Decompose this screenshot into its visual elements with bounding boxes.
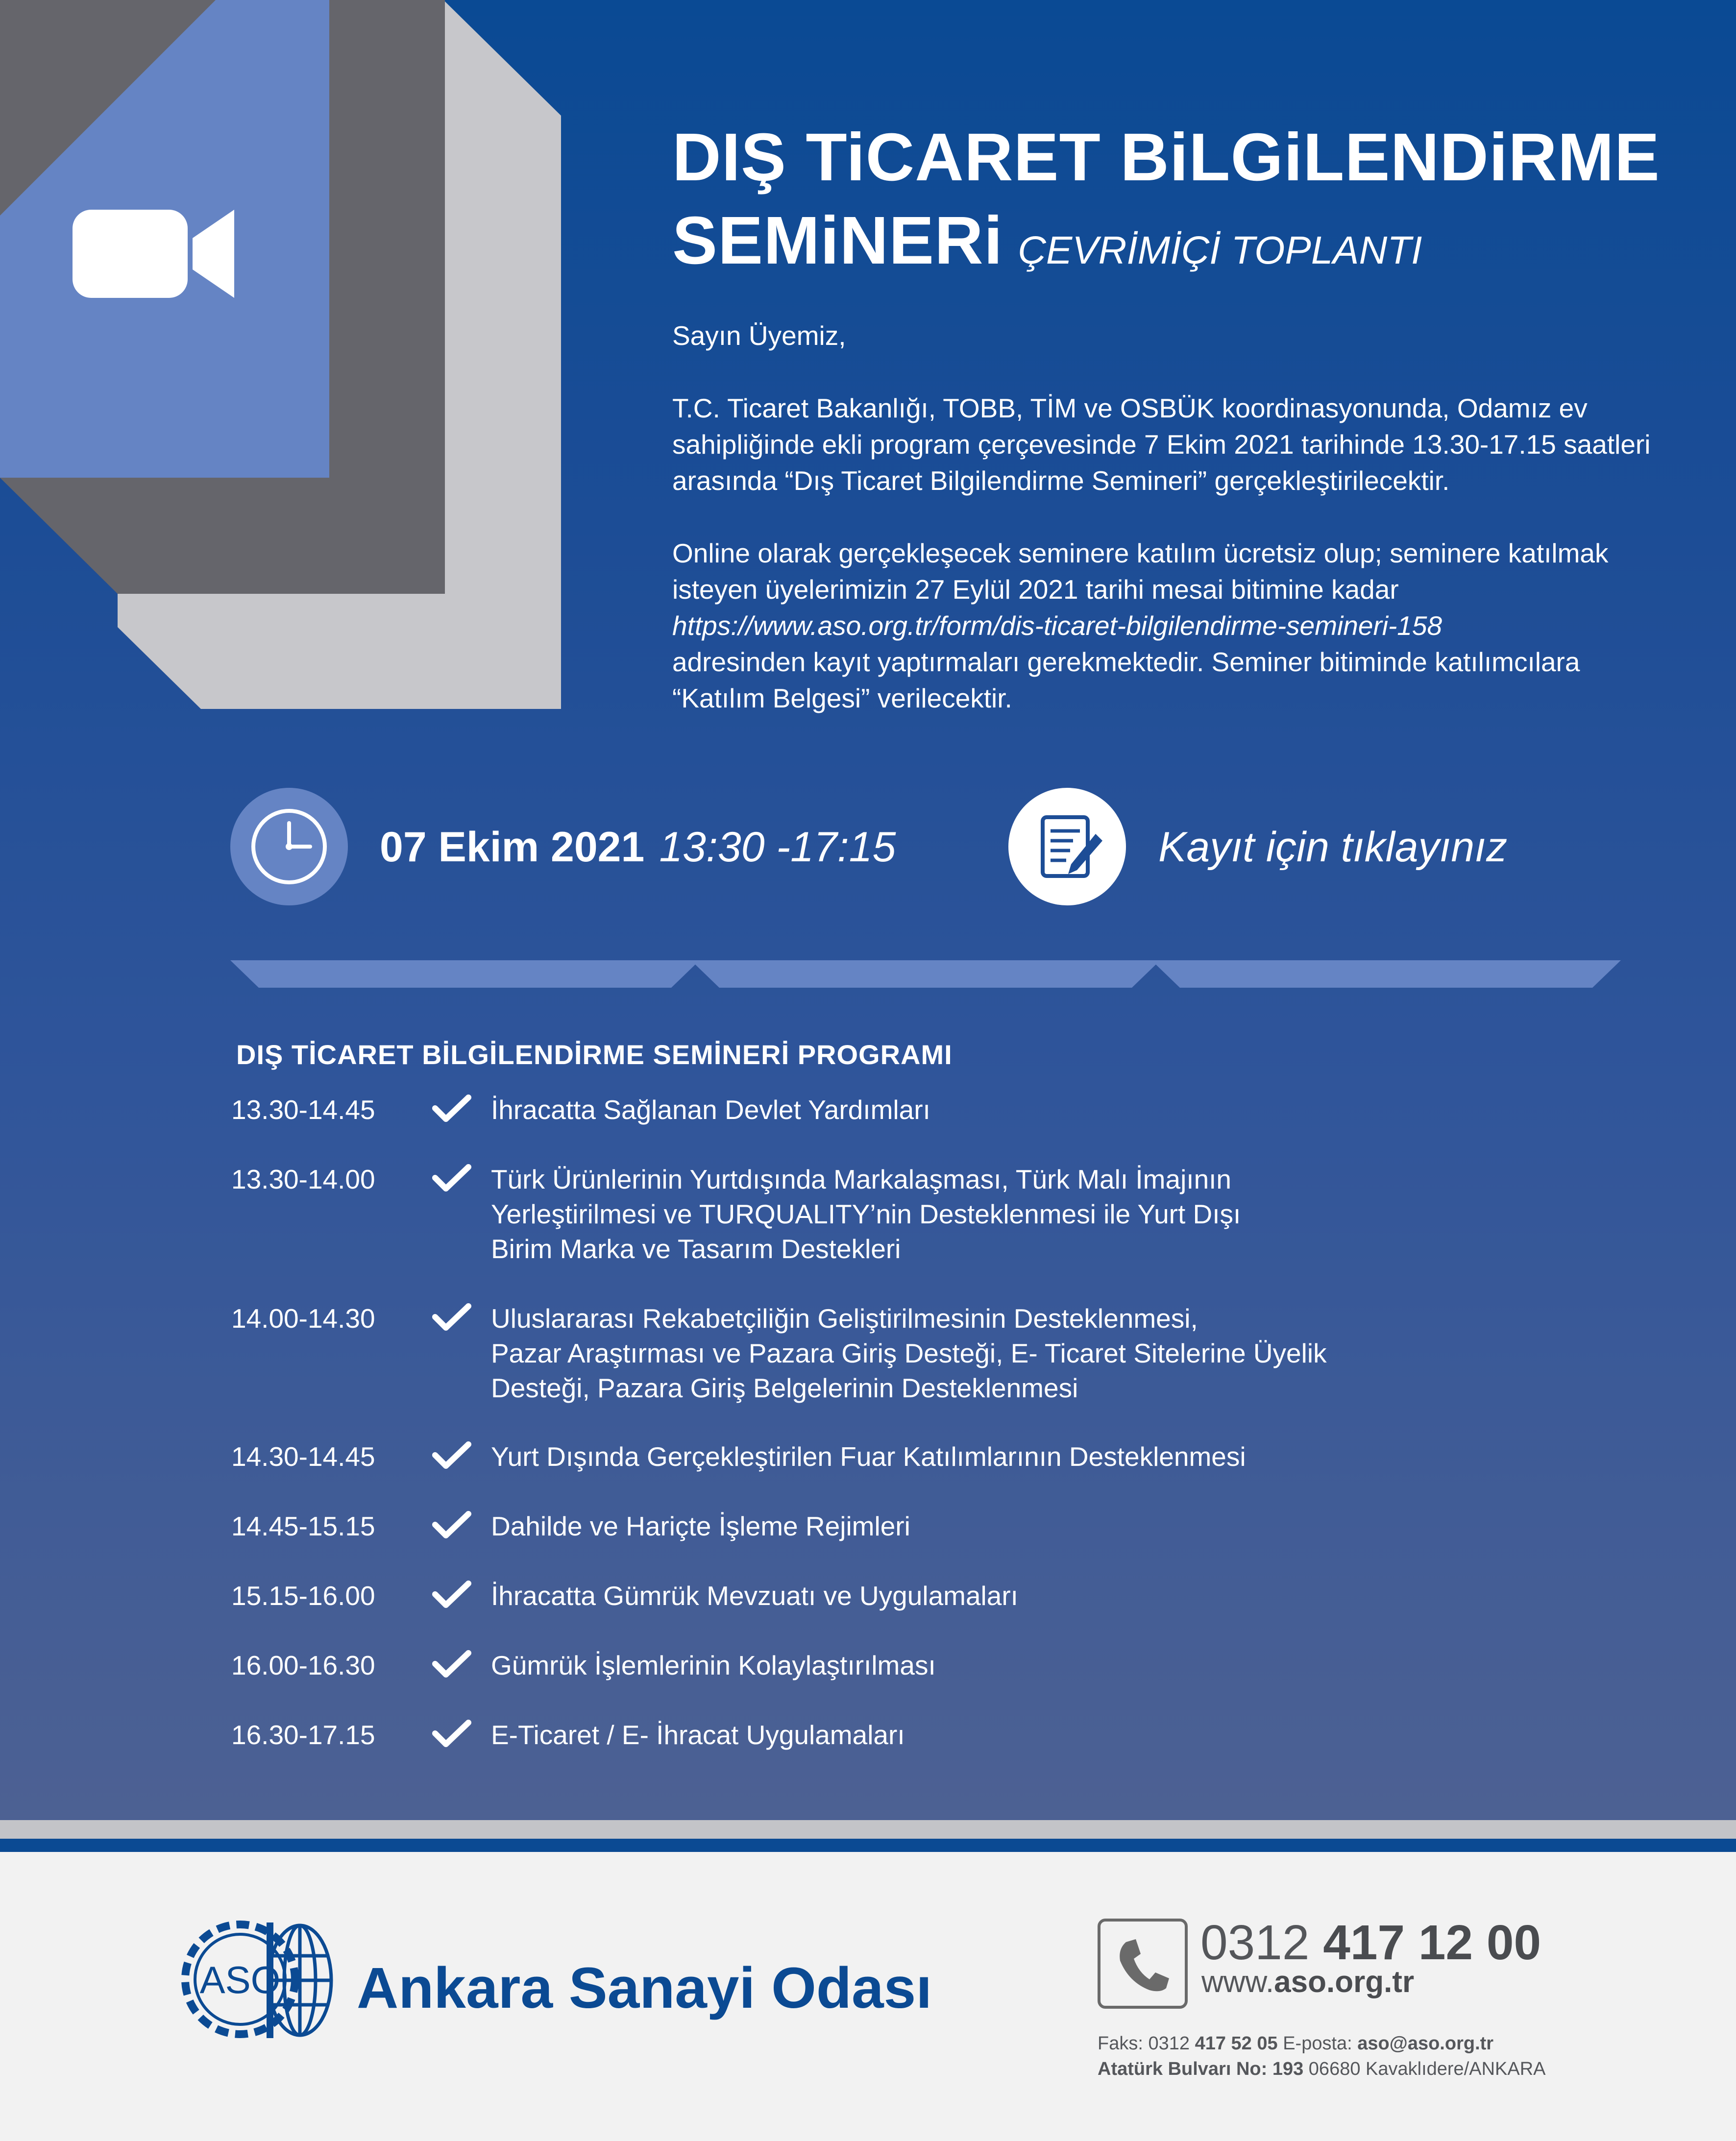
program-topic-line: İhracatta Gümrük Mevzuatı ve Uygulamaları [491,1581,1018,1611]
title-line-1: DIŞ TiCARET BiLGiLENDiRME [672,120,1660,195]
register-badge[interactable] [1008,788,1126,905]
checkmark-icon [432,1094,471,1124]
phone-prefix: 0312 [1200,1915,1310,1970]
clock-badge [230,788,348,905]
program-topic-line: İhracatta Sağlanan Devlet Yardımları [491,1095,930,1125]
phone-icon [1100,1922,1185,2006]
program-time: 15.15-16.00 [231,1581,375,1611]
subtitle: ÇEVRİMİÇİ TOPLANTI [1018,228,1422,272]
program-time: 14.45-15.15 [231,1511,375,1541]
program-time: 16.30-17.15 [231,1720,375,1750]
checkmark-icon [432,1719,471,1749]
web-prefix: www. [1201,1965,1274,1999]
checkmark-icon [432,1302,471,1333]
address-district: 06680 Kavaklıdere/ANKARA [1308,2059,1546,2079]
email-label: E-posta: [1283,2033,1352,2054]
checkmark-icon [432,1163,471,1193]
title-line-2: SEMiNERi [672,203,1003,278]
program-topic [491,1509,1642,1544]
program-title: DIŞ TİCARET BİLGİLENDİRME SEMİNERİ PROGRAMI [236,1039,953,1070]
aso-logo [171,1911,343,2053]
program-topic-line: Yurt Dışında Gerçekleştirilen Fuar Katılımlarının Desteklenmesi [491,1441,1246,1472]
program-topic [491,1439,1642,1474]
program-topic-line: Uluslararası Rekabetçiliğin Geliştirilmesinin Desteklenmesi, [491,1303,1198,1334]
event-time: 13:30 -17:15 [659,824,896,871]
section-divider [230,960,1622,988]
footer-divider-gray [0,1820,1736,1839]
phone-main: 417 12 00 [1323,1915,1541,1970]
fax-email-line [1098,2033,1493,2054]
footer-divider-blue [0,1839,1736,1852]
program-topic-line: E-Ticaret / E- İhracat Uygulamaları [491,1720,905,1750]
event-datetime [380,823,896,872]
greeting: Sayın Üyemiz, [672,320,846,351]
decorative-layers [0,0,568,715]
program-topic [491,1718,1642,1752]
paragraph-1: T.C. Ticaret Bakanlığı, TOBB, TİM ve OSBÜK koordinasyonunda, Odamız ev sahipliğinde ekli program çerçevesinde 7 Ekim 2021 tarihinde 13.30-17.15 saatleri arasında “Dış Ticaret Bilgilendirme Semineri” gerçekleştirilecektir. [672,393,1651,496]
phone-icon-box [1098,1919,1188,2009]
phone-number [1200,1915,1541,1971]
program-time: 16.00-16.30 [231,1650,375,1680]
program-topic-line: Pazar Araştırması ve Pazara Giriş Desteği, E- Ticaret Sitelerine Üyelik [491,1338,1327,1368]
paragraph-2-outro: adresinden kayıt yaptırmaları gerekmektedir. Seminer bitiminde katılımcılara “Katılım Belgesi” verilecektir. [672,647,1580,713]
checkmark-icon [432,1649,471,1679]
page-title [672,116,1660,292]
program-topic [491,1093,1642,1127]
clock-icon [230,788,348,905]
program-time: 13.30-14.00 [231,1164,375,1194]
registration-link[interactable]: https://www.aso.org.tr/form/dis-ticaret-bilgilendirme-semineri-158 [672,610,1443,641]
program-time: 13.30-14.45 [231,1095,375,1125]
email-address[interactable]: aso@aso.org.tr [1357,2033,1494,2054]
program-topic-line: Desteği, Pazara Giriş Belgelerinin Desteklenmesi [491,1373,1078,1403]
fax-number: 417 52 05 [1195,2033,1278,2054]
program-topic-line: Yerleştirilmesi ve TURQUALITY’nin Desteklenmesi ile Yurt Dışı [491,1199,1241,1229]
logo-text: ASO [199,1958,281,2001]
program-topic [491,1579,1642,1613]
organization-name: Ankara Sanayi Odası [357,1956,932,2020]
program-time: 14.00-14.30 [231,1303,375,1334]
website[interactable] [1201,1965,1414,1999]
fax-label: Faks: 0312 [1098,2033,1190,2054]
address-line [1098,2059,1546,2080]
intro-text [672,317,1652,716]
video-camera-icon [73,210,234,298]
web-domain: aso.org.tr [1274,1965,1415,1999]
program-topic-line: Dahilde ve Hariçte İşleme Rejimleri [491,1511,910,1541]
program-time: 14.30-14.45 [231,1441,375,1472]
program-topic [491,1648,1642,1683]
program-topic [491,1301,1642,1406]
program-topic-line: Türk Ürünlerinin Yurtdışında Markalaşması, Türk Malı İmajının [491,1164,1232,1194]
program-topic [491,1162,1642,1266]
checkmark-icon [432,1510,471,1540]
checkmark-icon [432,1580,471,1610]
checkmark-icon [432,1440,471,1471]
paragraph-2 [672,535,1652,716]
paragraph-2-intro: Online olarak gerçekleşecek seminere katılım ücretsiz olup; seminere katılmak isteyen üyelerimizin 27 Eylül 2021 tarihi mesai bitimine kadar [672,538,1609,605]
address-street: Atatürk Bulvarı No: 193 [1098,2059,1304,2079]
program-topic-line: Birim Marka ve Tasarım Destekleri [491,1234,901,1264]
program-topic-line: Gümrük İşlemlerinin Kolaylaştırılması [491,1650,936,1680]
event-date: 07 Ekim 2021 [380,824,645,871]
register-link[interactable]: Kayıt için tıklayınız [1158,824,1508,871]
form-icon [1008,788,1126,905]
